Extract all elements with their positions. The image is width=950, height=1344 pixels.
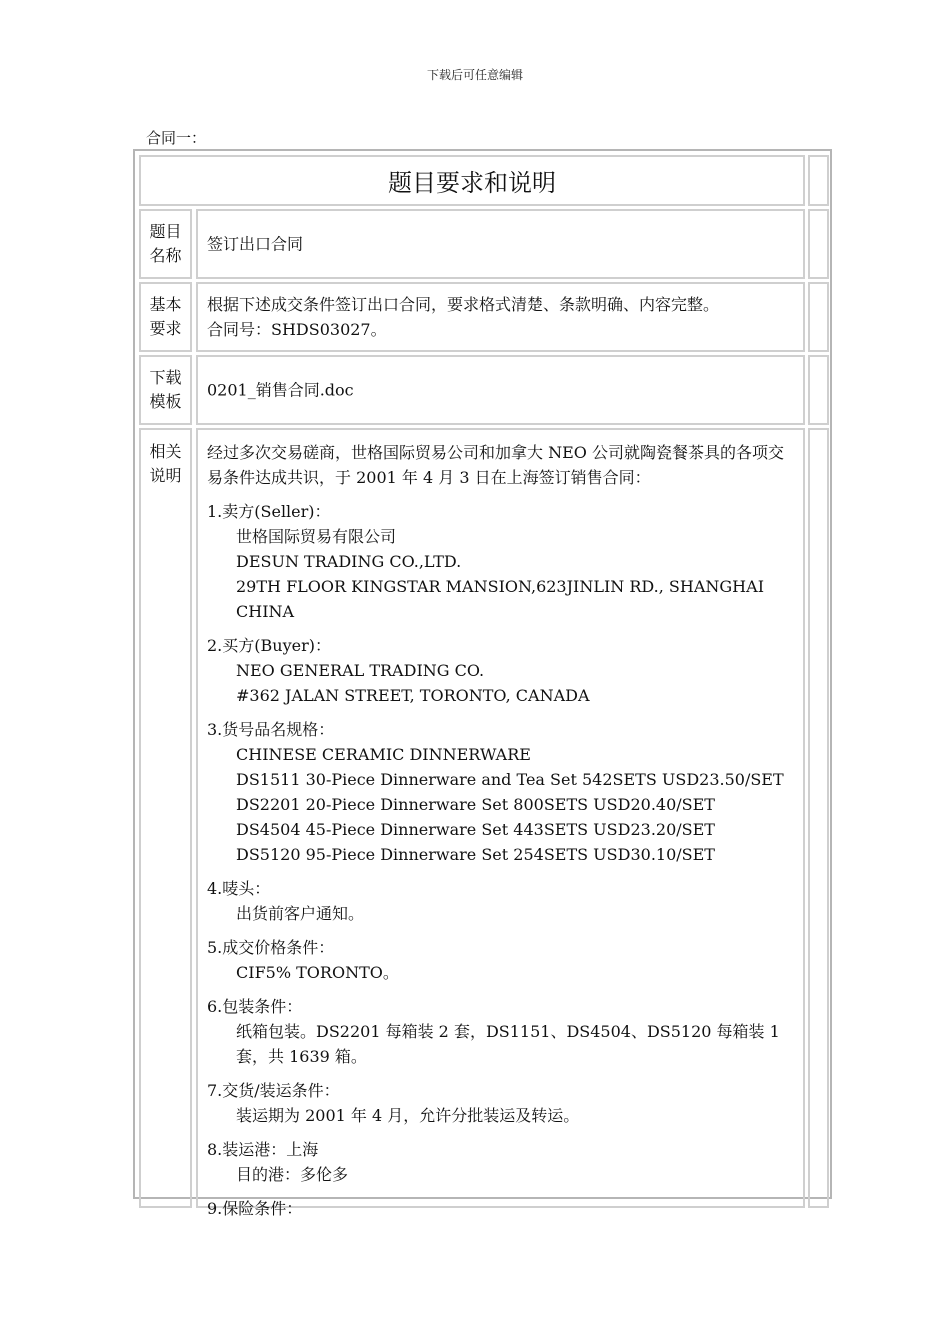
goods-line: DS4504 45-Piece Dinnerware Set 443SETS USD23.20/SET <box>236 820 715 839</box>
right-spacer-cell <box>808 428 829 1208</box>
label-line: 名称 <box>149 246 182 265</box>
section-heading: 1.卖方(Seller)： <box>207 502 331 521</box>
value-cell <box>196 355 805 425</box>
buyer-address: #362 JALAN STREET, TORONTO, CANADA <box>236 686 590 705</box>
section-heading: 3.货号品名规格： <box>207 720 335 739</box>
section-heading: 9.保险条件： <box>207 1199 303 1218</box>
requirements-table <box>133 149 832 1218</box>
section-insurance <box>207 1196 797 1221</box>
label-cell <box>139 209 192 279</box>
contract-label: 合同一： <box>146 129 207 147</box>
right-spacer-cell <box>808 282 829 352</box>
section-marks <box>207 876 797 926</box>
requirements-text <box>207 292 797 342</box>
packing-text: 纸箱包装。DS2201 每箱装 2 套，DS1151、DS4504、DS5120 每箱装 1 套，共 1639 箱。 <box>236 1022 780 1066</box>
section-buyer <box>207 633 797 708</box>
section-shipment <box>207 1078 797 1128</box>
seller-address: 29TH FLOOR KINGSTAR MANSION,623JINLIN RD., SHANGHAI CHINA <box>236 577 765 621</box>
row-requirements <box>139 282 829 352</box>
row-label-notes <box>141 440 190 488</box>
contract-number: 合同号：SHDS03027。 <box>207 320 387 339</box>
title-cell <box>139 155 805 206</box>
row-template <box>139 355 829 425</box>
section-goods <box>207 717 797 867</box>
row-name <box>139 209 829 279</box>
section-seller <box>207 499 797 624</box>
goods-line: CHINESE CERAMIC DINNERWARE <box>236 745 531 764</box>
requirements-line: 根据下述成交条件签订出口合同，要求格式清楚、条款明确、内容完整。 <box>207 295 720 314</box>
value-cell <box>196 282 805 352</box>
seller-name-cn: 世格国际贸易有限公司 <box>236 527 397 546</box>
section-price <box>207 935 797 985</box>
label-cell <box>139 282 192 352</box>
destination-port: 目的港：多伦多 <box>236 1165 349 1184</box>
right-spacer-cell <box>808 155 829 206</box>
row-notes <box>139 428 829 1218</box>
label-line: 基本 <box>149 295 182 314</box>
section-heading: 7.交货/装运条件： <box>207 1081 340 1100</box>
goods-line: DS5120 95-Piece Dinnerware Set 254SETS USD30.10/SET <box>236 845 715 864</box>
notes-content <box>207 440 797 1221</box>
label-line: 相关 <box>149 442 182 461</box>
label-line: 下载 <box>149 368 182 387</box>
row-label-name <box>141 220 190 268</box>
section-heading: 2.买方(Buyer)： <box>207 636 331 655</box>
section-packing <box>207 994 797 1069</box>
price-text: CIF5% TORONTO。 <box>236 963 399 982</box>
marks-text: 出货前客户通知。 <box>236 904 365 923</box>
section-heading: 5.成交价格条件： <box>207 938 335 957</box>
row-label-requirements <box>141 293 190 341</box>
goods-line: DS1511 30-Piece Dinnerware and Tea Set 542SETS USD23.50/SET <box>236 770 784 789</box>
label-line: 说明 <box>149 466 182 485</box>
section-heading: 4.唛头： <box>207 879 271 898</box>
value-cell <box>196 209 805 279</box>
row-label-template <box>141 366 190 414</box>
section-ports <box>207 1137 797 1187</box>
title-row <box>139 155 829 206</box>
label-line: 模板 <box>149 392 182 411</box>
task-name: 签订出口合同 <box>207 234 304 254</box>
goods-line: DS2201 20-Piece Dinnerware Set 800SETS USD20.40/SET <box>236 795 715 814</box>
label-line: 要求 <box>149 319 182 338</box>
right-spacer-cell <box>808 355 829 425</box>
section-heading: 6.包装条件： <box>207 997 303 1016</box>
header-note: 下载后可任意编辑 <box>426 68 523 82</box>
label-cell <box>139 428 192 1208</box>
template-file-link[interactable]: 0201_销售合同.doc <box>207 380 354 400</box>
shipment-text: 装运期为 2001 年 4 月，允许分批装运及转运。 <box>236 1106 580 1125</box>
table-title: 题目要求和说明 <box>388 169 556 197</box>
value-cell <box>196 428 805 1218</box>
label-cell <box>139 355 192 425</box>
right-spacer-cell <box>808 209 829 279</box>
notes-intro: 经过多次交易磋商，世格国际贸易公司和加拿大 NEO 公司就陶瓷餐茶具的各项交易条件达成共识，于 2001 年 4 月 3 日在上海签订销售合同： <box>207 443 784 487</box>
seller-name-en: DESUN TRADING CO.,LTD. <box>236 552 462 571</box>
buyer-name: NEO GENERAL TRADING CO. <box>236 661 485 680</box>
section-heading: 8.装运港：上海 <box>207 1140 319 1159</box>
label-line: 题目 <box>149 222 182 241</box>
